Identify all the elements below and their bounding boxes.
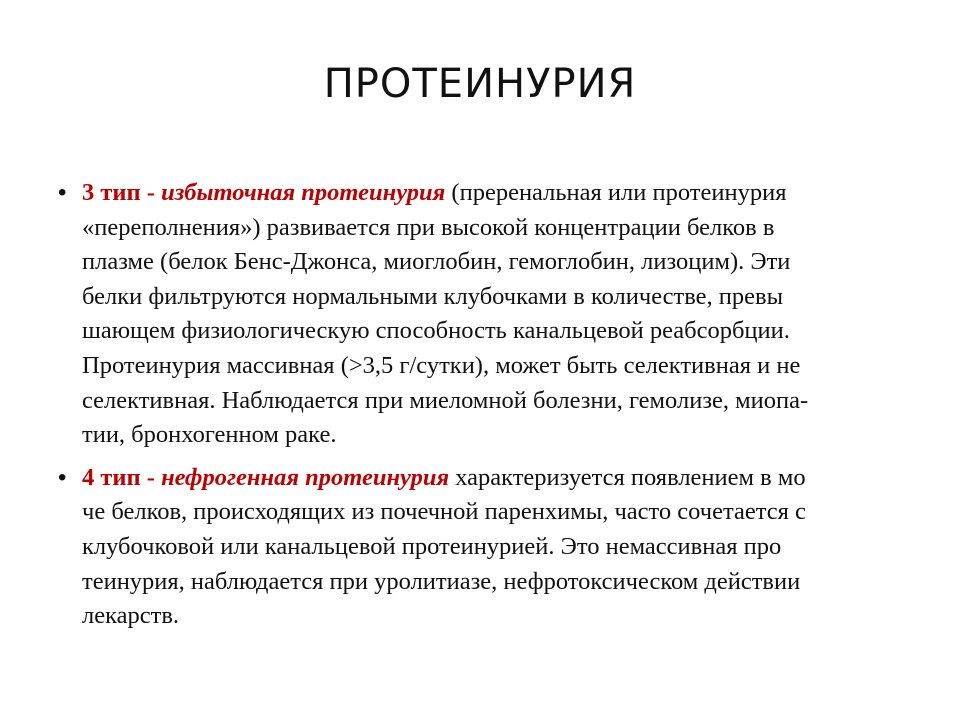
- slide-content: [58, 176, 908, 642]
- text-line: тии, бронхогенном раке.: [82, 421, 337, 449]
- text-segment: (преренальная или протеинурия: [445, 179, 787, 206]
- bullet-type-3: [58, 176, 908, 453]
- type-label: 4 тип -: [82, 463, 155, 491]
- text-line: белки фильтруются нормальными клубочками в количестве, превы: [82, 282, 784, 310]
- text-line: теинурия, наблюдается при уролитиазе, нефротоксическом действии: [82, 567, 801, 595]
- bullet-dot: •: [58, 179, 67, 206]
- bullet-type-4: [58, 461, 908, 634]
- text-line: шающем физиологическую способность канальцевой реабсорбции.: [82, 317, 790, 345]
- text-line: че белков, происходящих из почечной паренхимы, часто сочетается с: [82, 498, 806, 526]
- text-line: [82, 176, 908, 211]
- slide-title: ПРОТЕИНУРИЯ: [323, 61, 637, 107]
- term-label: нефрогенная протеинурия: [161, 463, 450, 491]
- text-line: [82, 461, 908, 496]
- bullet-text: [82, 461, 908, 634]
- type-label: 3 тип -: [82, 179, 155, 206]
- text-line: плазме (белок Бенс-Джонса, миоглобин, гемоглобин, лизоцим). Эти: [82, 248, 791, 276]
- text-line: селективная. Наблюдается при миеломной болезни, гемолизе, миопа-: [82, 386, 809, 414]
- term-label: избыточная протеинурия: [161, 179, 446, 206]
- bullet-text: [82, 176, 908, 453]
- text-line: клубочковой или канальцевой протеинурией. Это немассивная про: [82, 532, 782, 560]
- bullet-dot: •: [58, 463, 67, 491]
- text-segment: характеризуется появлением в мо: [449, 463, 806, 491]
- text-line: Протеинурия массивная (>3,5 г/сутки), может быть селективная и не: [82, 351, 801, 379]
- text-line: «переполнения») развивается при высокой концентрации белков в: [82, 213, 775, 241]
- text-line: лекарств.: [82, 602, 180, 630]
